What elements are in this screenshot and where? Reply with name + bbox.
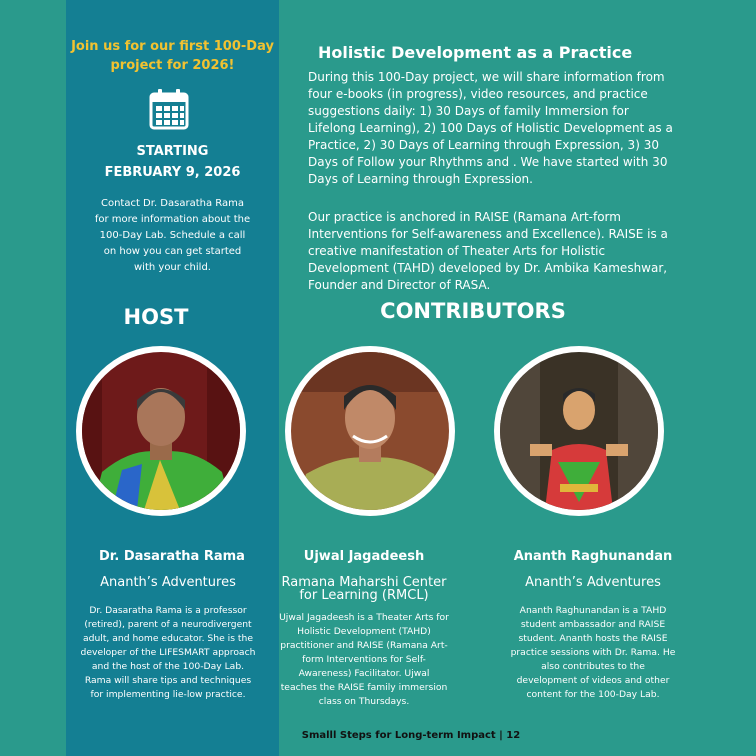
paragraph-line: creative manifestation of Theater Arts for Holistic [308,244,606,258]
section-title: Holistic Development as a Practice [318,43,633,62]
bio-line: form Interventions for Self- [302,654,426,665]
start-label: STARTING [136,144,209,159]
promo-line: project for 2026! [110,58,235,73]
bio-line: also contributes to the [541,661,645,672]
contact-line: with your child. [134,262,211,273]
paragraph-line: Founder and Director of RASA. [308,278,491,292]
start-date: FEBRUARY 9, 2026 [104,165,241,180]
person-org [493,576,693,589]
org-line: Ramana Maharshi Center [281,575,447,590]
bio-line: for implementing lie-low practice. [90,689,246,700]
bio-line: student ambassador and RAISE [520,619,666,630]
contact-line: 100-Day Lab. Schedule a call [99,230,246,241]
raise-paragraph [308,209,686,294]
person-bio [266,611,462,709]
calendar-icon [149,88,189,130]
contributor-photo-ananth [494,346,664,516]
paragraph-line: Our practice is anchored in RAISE (Ramana Art-form [308,210,621,224]
contributors-heading: CONTRIBUTORS [380,299,566,323]
start-date-block [66,141,279,183]
bio-line: and the host of the 100-Day Lab. [91,661,245,672]
bio-line: student. Ananth hosts the RAISE [518,633,668,644]
org-line: Ananth’s Adventures [100,575,236,590]
paragraph-line: Interventions for Self-awareness and Excellence). RAISE is a [308,227,668,241]
paragraph-line: During this 100-Day project, we will share information from [308,70,665,84]
bio-line: practitioner and RAISE (Ramana Art- [280,640,448,651]
contact-line: Contact Dr. Dasaratha Rama [100,198,245,209]
bio-line: Ananth Raghunandan is a TAHD [519,605,667,616]
person-org [264,576,464,602]
promo-line: Join us for our first 100-Day [71,39,274,54]
contact-line: on how you can get started [103,246,242,257]
promo-text [66,37,279,75]
bio-line: Rama will share tips and techniques [84,675,252,686]
paragraph-line: Development (TAHD) developed by Dr. Ambika Kameshwar, [308,261,668,275]
person-name: Ananth Raghunandan [513,549,673,564]
page-footer: Smalll Steps for Long-term Impact | 12 [301,730,521,741]
org-line: for Learning (RMCL) [299,588,429,603]
bio-line: Dr. Dasaratha Rama is a professor [89,605,247,616]
bio-line: developer of the LIFESMART approach [80,647,256,658]
bio-line: (retired), parent of a neurodivergent [84,619,252,630]
person-name: Ujwal Jagadeesh [303,549,425,564]
host-photo [76,346,246,516]
org-line: Ananth’s Adventures [525,575,661,590]
paragraph-line: Days of Learning through Expression. [308,172,533,186]
bio-line: teaches the RAISE family immersion [280,682,448,693]
bio-line: adult, and home educator. She is the [82,633,253,644]
bio-line: class on Thursdays. [318,696,410,707]
paragraph-line: four e-books (in progress), video resources, and practice [308,87,648,101]
paragraph-line: Days of Follow your Rhythms and . We have started with 30 [308,155,668,169]
person-name: Dr. Dasaratha Rama [99,549,245,564]
bio-line: practice sessions with Dr. Rama. He [510,647,676,658]
bio-line: Awareness) Facilitator. Ujwal [298,668,430,679]
contact-text [84,196,261,276]
intro-paragraph [308,69,686,188]
paragraph-line: Practice, 2) 30 Days of Learning through Expression, 3) 30 [308,138,659,152]
bio-line: development of videos and other [516,675,670,686]
person-bio [495,604,691,702]
person-bio [70,604,266,702]
paragraph-line: suggestions daily: 1) 30 Days of family Immersion for [308,104,629,118]
bio-line: content for the 100-Day Lab. [526,689,660,700]
paragraph-line: Lifelong Learning), 2) 100 Days of Holistic Development as a [308,121,673,135]
contributor-photo-ujwal [285,346,455,516]
person-org [68,576,268,589]
host-heading: HOST [123,305,189,329]
bio-line: Ujwal Jagadeesh is a Theater Arts for [279,612,449,623]
contact-line: for more information about the [94,214,251,225]
bio-line: Holistic Development (TAHD) [297,626,431,637]
